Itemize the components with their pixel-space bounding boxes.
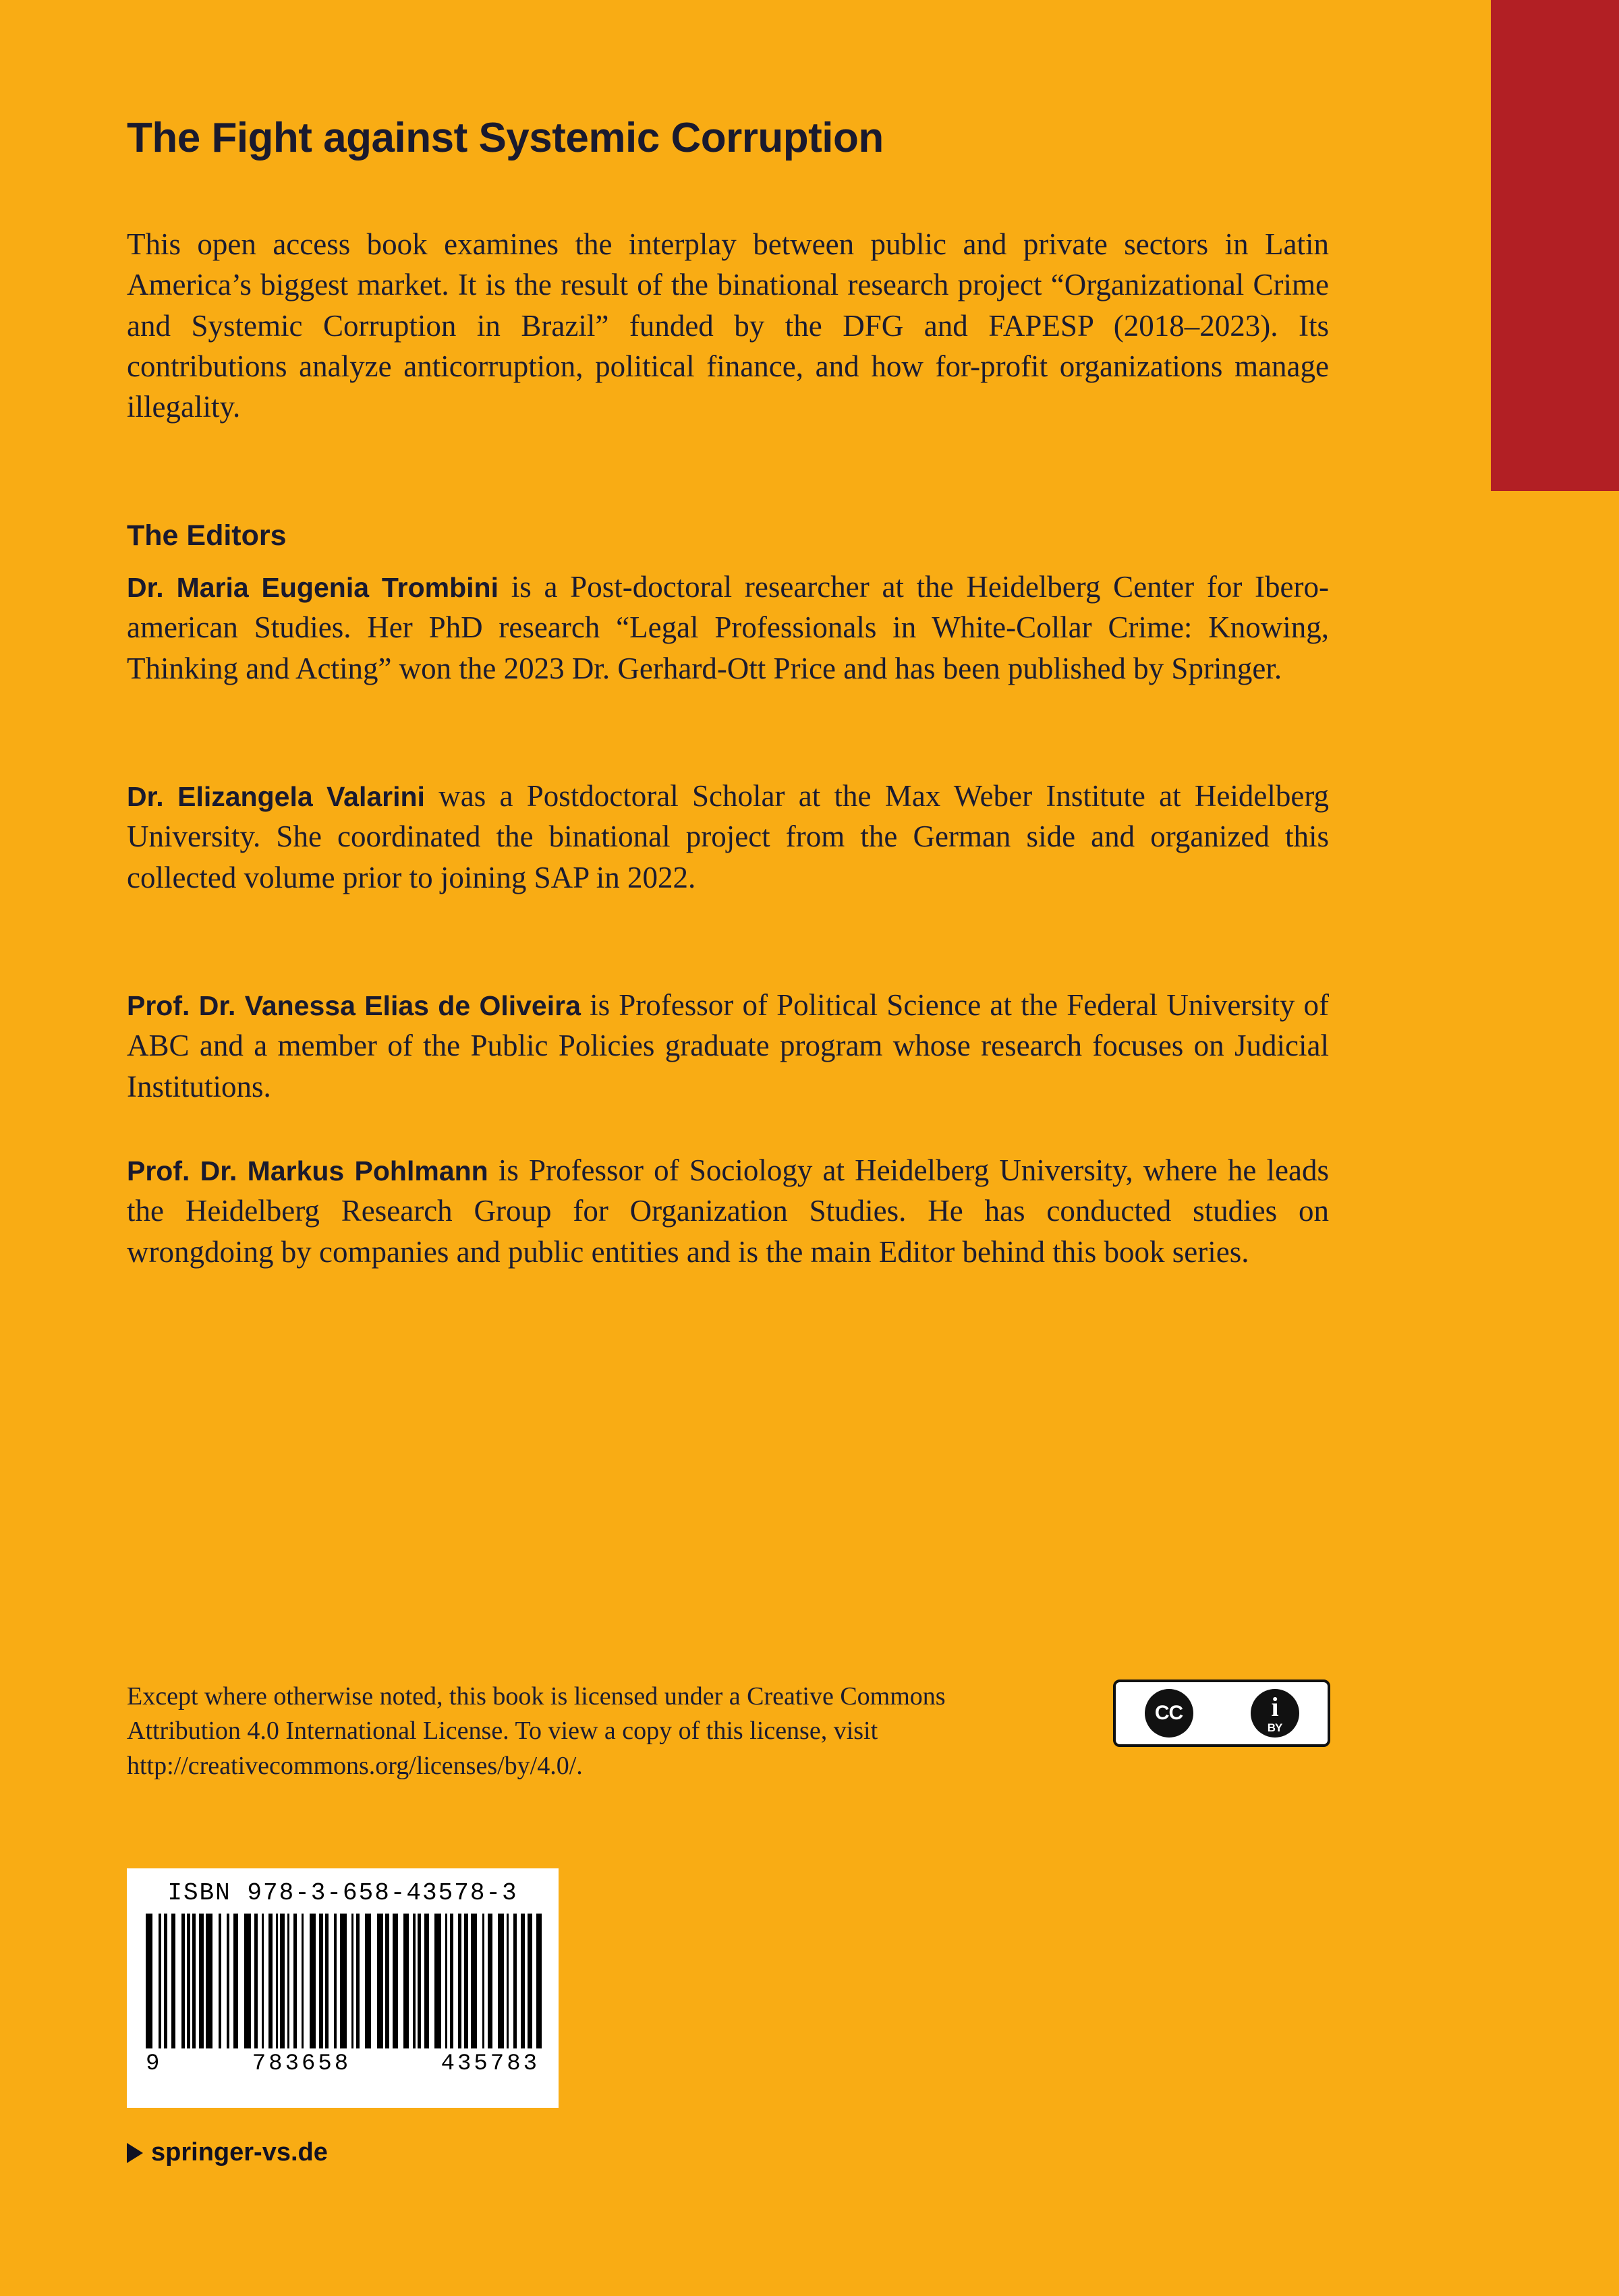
editor-name: Prof. Dr. Markus Pohlmann [127, 1155, 488, 1186]
creative-commons-badge [1113, 1680, 1330, 1747]
barcode-digit-mid: 783658 [252, 2051, 351, 2077]
editor-name: Dr. Elizangela Valarini [127, 781, 425, 812]
page-title: The Fight against Systemic Corruption [127, 115, 884, 161]
info-glyph: i [1271, 1691, 1278, 1722]
book-blurb: This open access book examines the interplay between public and private sectors in Latin America’s biggest market. It is the result of the binational research project “Organizational Crime and Systemic Corruption in Brazil” funded by the DFG and FAPESP (2018–2023). Its contributions analyze anticorruption, political finance, and how for-profit organizations manage illegality. [127, 227, 1329, 424]
license-text: Except where otherwise noted, this book is licensed under a Creative Commons Attribution 4.0 International License. To view a copy of this license, visit http://creativecommons.org/licenses/by/4.0/. [127, 1682, 946, 1780]
isbn-number: 978-3-658-43578-3 [247, 1879, 518, 1907]
isbn-line [142, 1879, 544, 1907]
cc-icon [1145, 1689, 1193, 1738]
barcode-bars [142, 1914, 544, 2048]
editor-entry [127, 567, 1329, 689]
editor-bio: was a Postdoctoral Scholar at the Max Weber Institute at Heidelberg University. She coordinated the binational project from the German side and organized this collected volume prior to joining SAP in 2022. [127, 779, 1329, 894]
editors-heading: The Editors [127, 519, 287, 552]
editor-entry [127, 985, 1329, 1107]
editor-bio: is Professor of Political Science at the Federal University of ABC and a member of the Public Policies graduate program whose research focuses on Judicial Institutions. [127, 988, 1330, 1103]
editor-name: Dr. Maria Eugenia Trombini [127, 572, 499, 603]
publisher-label: springer-vs.de [151, 2138, 328, 2166]
editor-bio: is a Post-doctoral researcher at the Heidelberg Center for Ibero-american Studies. Her PhD research “Legal Professionals in White-Collar Crime: Knowing, Thinking and Acting” won the 2023 Dr. Gerhard-Ott Price and has been published by Springer. [127, 570, 1329, 685]
editor-entry [127, 1150, 1329, 1272]
barcode-digits [142, 2048, 544, 2077]
triangle-icon [127, 2143, 143, 2163]
spine-color-block [1491, 0, 1619, 491]
barcode-digit-right: 435783 [441, 2051, 540, 2077]
isbn-barcode [127, 1868, 559, 2108]
editor-name: Prof. Dr. Vanessa Elias de Oliveira [127, 990, 581, 1021]
publisher-logo [127, 2138, 328, 2167]
editor-bio: is Professor of Sociology at Heidelberg University, where he leads the Heidelberg Research Group for Organization Studies. He has conducted studies on wrongdoing by companies and public entities and is the main Editor behind this book series. [127, 1153, 1329, 1269]
editor-entry [127, 776, 1329, 898]
isbn-label: ISBN [167, 1879, 231, 1907]
cc-by-icon [1251, 1689, 1299, 1738]
by-mark-label: BY [1267, 1721, 1282, 1734]
cc-mark-label: CC [1154, 1702, 1183, 1724]
barcode-digit-left: 9 [146, 2051, 163, 2077]
